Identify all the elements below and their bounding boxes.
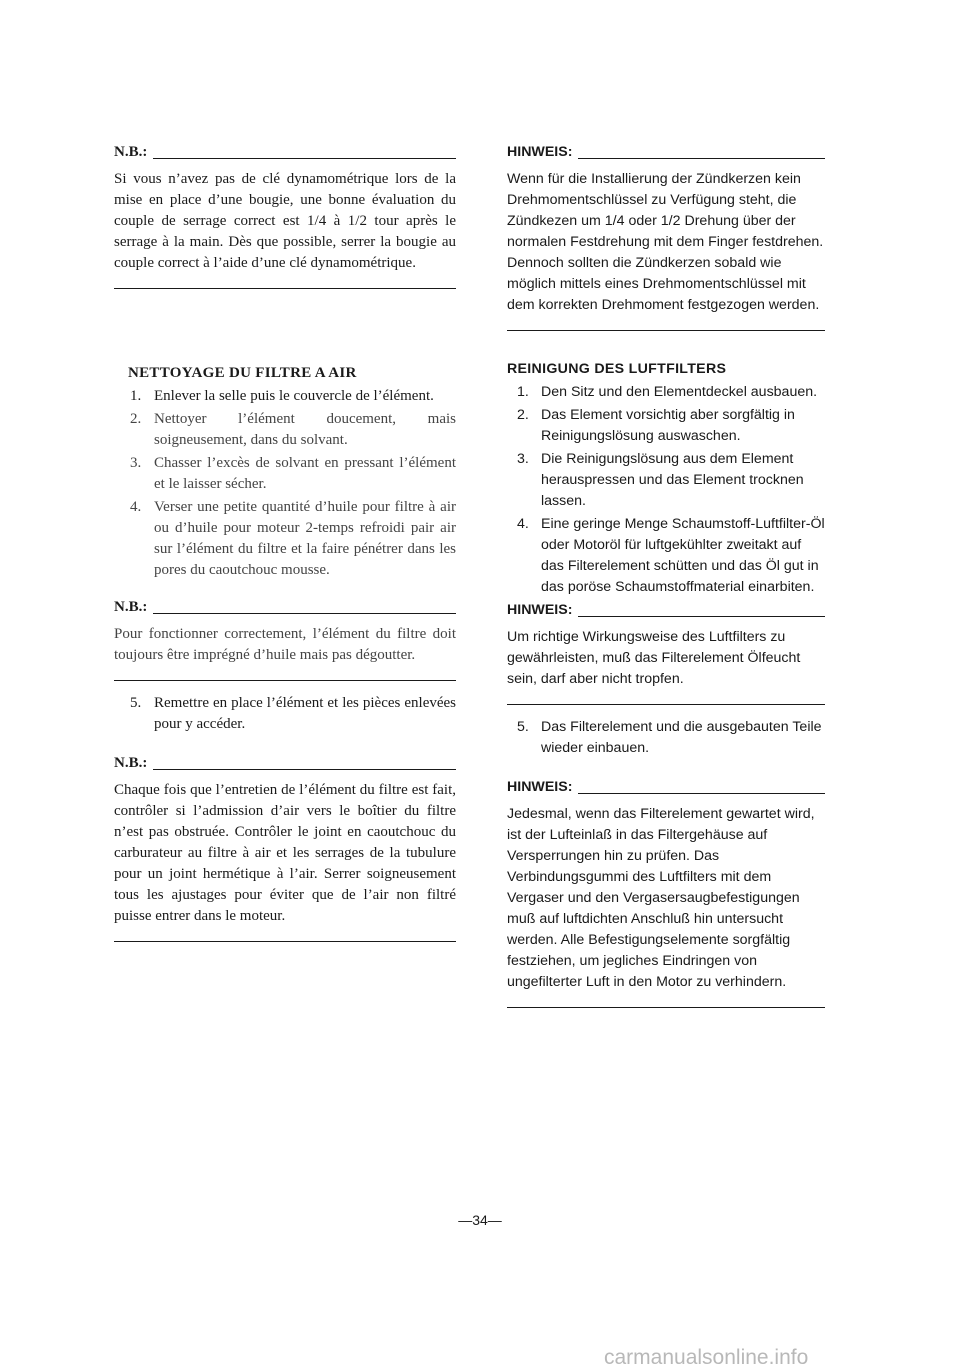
step-text: Remettre en place l’élément et les pièces enlevées pour y accéder. (154, 695, 456, 732)
step-number: 5. (130, 695, 142, 711)
step-text: Nettoyer l’élément doucement, mais soigneusement, dans du solvant. (154, 411, 456, 448)
list-item (507, 405, 825, 447)
list-item (507, 514, 825, 598)
french-column (114, 142, 456, 942)
rule (578, 793, 825, 794)
list-item (114, 386, 456, 407)
rule (578, 616, 825, 617)
page-number: —34— (458, 1212, 502, 1228)
hinweis-label: HINWEIS: (507, 144, 573, 160)
step-number: 3. (517, 451, 529, 467)
list-item (114, 453, 456, 495)
watermark: carmanualsonline.info (604, 1346, 809, 1369)
steps-list (507, 382, 825, 598)
nb-header-1 (114, 142, 456, 163)
step-number: 5. (517, 719, 529, 735)
rule (153, 769, 456, 770)
section-title: REINIGUNG DES LUFTFILTERS (507, 361, 727, 377)
steps-list (114, 386, 456, 581)
steps-list-cont (507, 717, 825, 759)
rule (114, 941, 456, 942)
step-text: Den Sitz und den Elementdeckel ausbauen. (541, 384, 818, 400)
step-number: 4. (517, 516, 529, 532)
rule (153, 613, 456, 614)
nb-label: N.B.: (114, 144, 148, 160)
list-item (114, 409, 456, 451)
step-number: 3. (130, 455, 142, 471)
step-number: 4. (130, 499, 142, 515)
list-item (507, 717, 825, 759)
nb-text-oil: Pour fonctionner correctement, l’élément du filtre doit toujours être imprégné d’huile mais pas dégoutter. (114, 626, 456, 663)
step-number: 1. (130, 388, 142, 404)
nb-label: N.B.: (114, 755, 148, 771)
nb-text-spark-plug: Si vous n’avez pas de clé dynamométrique lors de la mise en place d’une bougie, une bonne évaluation du couple de serrage correct est 1/4 à 1/2 tour après le serrage à la main. Dès que possible, serrer la bougie au couple correct à l’aide d’une clé dynamométrique. (114, 171, 456, 271)
german-column (507, 142, 825, 1008)
hinweis-text-spark-plug: Wenn für die Installierung der Zündkerzen kein Drehmomentschlüssel zu Verfügung steht, die Zündkezen um 1/4 oder 1/2 Drehung über der normalen Festdrehung mit dem Finger festdrehen. Dennoch sollten die Zündkerzen sobald wie möglich mittels eines Drehmomentschlüssel mit dem korrekten Drehmoment festgezogen werden. (507, 171, 824, 313)
rule (578, 158, 825, 159)
nb-header-3 (114, 753, 456, 774)
nb-header-2 (114, 597, 456, 618)
list-item (507, 382, 825, 403)
steps-list-cont (114, 693, 456, 735)
hinweis-text-intake: Jedesmal, wenn das Filterelement gewartet wird, ist der Lufteinlaß in das Filtergehäuse auf Versperrungen hin zu prüfen. Das Verbindungsgummi des Luftfilters mit dem Vergaser und den Vergasersaugbefestigungen muß auf luftdichten Anschluß hin untersucht werden. Alle Befestigungselemente sorgfältig festziehen, um jegliches Eindringen von ungefilterter Luft in den Motor zu verhindern. (507, 806, 815, 990)
section-title: NETTOYAGE DU FILTRE A AIR (128, 365, 357, 381)
rule (507, 1007, 825, 1008)
hinweis-header-1 (507, 142, 825, 163)
nb-label: N.B.: (114, 599, 148, 615)
hinweis-label: HINWEIS: (507, 779, 573, 795)
step-text: Enlever la selle puis le couvercle de l’élément. (154, 388, 434, 404)
step-number: 1. (517, 384, 529, 400)
step-text: Chasser l’excès de solvant en pressant l’élément et le laisser sécher. (154, 455, 456, 492)
nb-text-intake: Chaque fois que l’entretien de l’élément du filtre est fait, contrôler si l’admission d’air vers le boîtier du filtre n’est pas obstruée. Contrôler le joint en caoutchouc du carburateur au filtre à air et les serrages de la tubulure pour un joint hermétique à l’air. Serrer soigneusement tous les ajustages pour éviter que de l’air non filtré puisse entrer dans le moteur. (114, 782, 456, 924)
step-text: Die Reinigungslösung aus dem Element herauspressen und das Element trocknen lassen. (541, 451, 804, 509)
hinweis-header-3 (507, 777, 825, 798)
list-item (507, 449, 825, 512)
list-item (114, 497, 456, 581)
step-number: 2. (517, 407, 529, 423)
step-text: Verser une petite quantité d’huile pour filtre à air ou d’huile pour moteur 2-temps refroidi pair air sur l’élément du filtre et la faire pénétrer dans les pores du caoutchouc mousse. (154, 499, 456, 578)
hinweis-text-oil: Um richtige Wirkungsweise des Luftfilters zu gewährleisten, muß das Filterelement Ölfeucht sein, darf aber nicht tropfen. (507, 629, 801, 687)
step-text: Eine geringe Menge Schaumstoff-Luftfilter-Öl oder Motoröl für luftgekühlter zweitakt auf das Filterelement schütten und das Öl gut in das poröse Schaumstoffmaterial einarbiten. (541, 516, 825, 595)
step-text: Das Filterelement und die ausgebauten Teile wieder einbauen. (541, 719, 822, 756)
step-number: 2. (130, 411, 142, 427)
hinweis-label: HINWEIS: (507, 602, 573, 618)
rule (153, 158, 456, 159)
list-item (114, 693, 456, 735)
step-text: Das Element vorsichtig aber sorgfältig in Reinigungslösung auswaschen. (541, 407, 795, 444)
hinweis-header-2 (507, 600, 825, 621)
